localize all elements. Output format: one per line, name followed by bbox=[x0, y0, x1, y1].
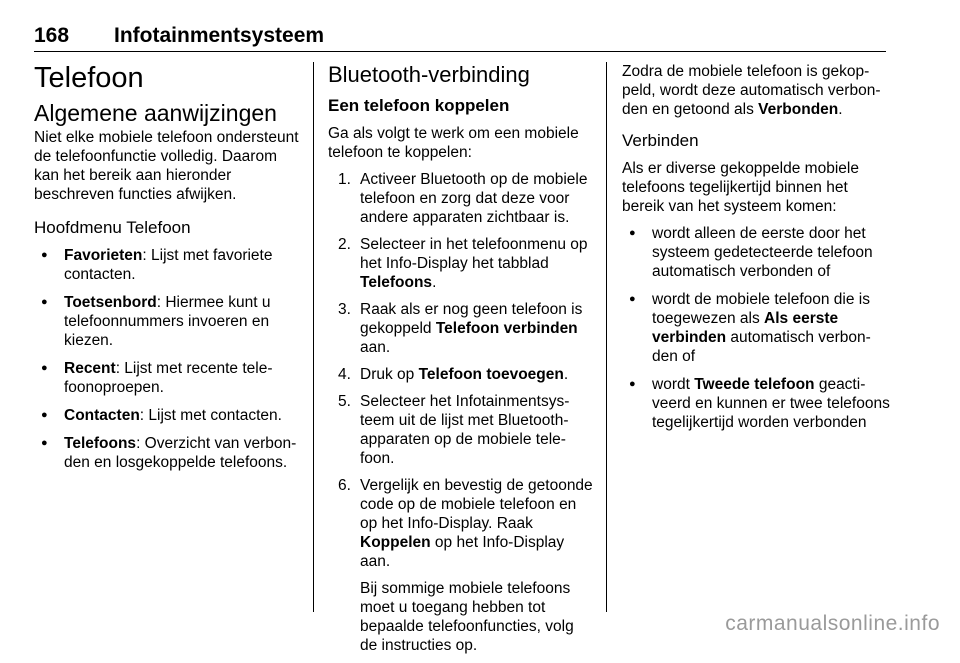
bullet-text-end: automatisch verbonden of bbox=[652, 329, 871, 365]
bullet-text: wordt alleen de eerste door het systeem gedetecteerde telefoon automatisch verbonden of bbox=[652, 225, 873, 280]
menu-list bbox=[34, 246, 302, 472]
chapter-title: Telefoon bbox=[34, 62, 144, 94]
connected-term: Verbonden bbox=[758, 101, 839, 118]
column-2 bbox=[328, 62, 593, 663]
column-1 bbox=[34, 62, 302, 481]
general-intro: Niet elke mobiele telefoon ondersteunt de telefoonfunctie volledig. Daarom kan het bereik aan hieronder beschreven functies afwijken. bbox=[34, 129, 299, 203]
list-item bbox=[622, 224, 890, 281]
term: Telefoons bbox=[64, 435, 137, 452]
connect-para: Als er diverse gekoppelde mobiele telefoons tegelijkertijd binnen het bereik van het systeem komen: bbox=[622, 160, 859, 215]
step-term: Telefoon toevoegen bbox=[418, 366, 564, 383]
step-item bbox=[338, 300, 593, 357]
step-note: Bij sommige mobiele telefoons moet u toegang hebben tot bepaalde telefoonfuncties, volg de instructies op. bbox=[360, 580, 574, 654]
step-term: Koppelen bbox=[360, 534, 431, 551]
bullet-text-end: geactiveerd en kunnen er twee telefoons tegelijkertijd worden verbonden bbox=[652, 376, 890, 431]
step-text-end: op het Info-Display aan. bbox=[360, 534, 565, 570]
term-desc: : Overzicht van verbonden en losgekoppelde telefoons. bbox=[64, 435, 297, 471]
term-desc: : Hiermee kunt u telefoonnummers invoeren en kiezen. bbox=[64, 294, 271, 349]
step-number: 2. bbox=[338, 236, 351, 253]
step-item bbox=[338, 235, 593, 292]
list-item bbox=[622, 375, 890, 432]
step-number: 6. bbox=[338, 477, 351, 494]
list-item bbox=[34, 406, 302, 425]
list-item bbox=[34, 293, 302, 350]
step-text: Selecteer het Infotainmentsysteem uit de lijst met Bluetooth-apparaten op de mobiele telefoon. bbox=[360, 393, 570, 467]
step-number: 1. bbox=[338, 171, 351, 188]
connected-text-end: . bbox=[838, 101, 843, 118]
step-text: Druk op bbox=[360, 366, 419, 383]
bullet-term: Tweede telefoon bbox=[694, 376, 815, 393]
step-text-end: . bbox=[563, 366, 569, 383]
step-item bbox=[338, 170, 593, 227]
page-number: 168 bbox=[34, 24, 70, 47]
term-desc: : Lijst met favoriete contacten. bbox=[64, 247, 273, 283]
column-3 bbox=[622, 62, 890, 441]
step-text-end: aan. bbox=[360, 339, 391, 356]
bullet-text: wordt bbox=[652, 376, 695, 393]
menu-heading: Hoofdmenu Telefoon bbox=[34, 218, 191, 237]
page-header bbox=[34, 24, 886, 52]
term: Toetsenbord bbox=[64, 294, 157, 311]
column-divider-2 bbox=[606, 62, 607, 612]
pairing-steps bbox=[328, 170, 593, 655]
list-item bbox=[34, 434, 302, 472]
step-text: Raak als er nog geen telefoon is gekoppeld bbox=[360, 301, 583, 337]
subsection-heading-pairing: Een telefoon koppelen bbox=[328, 96, 510, 115]
step-item bbox=[338, 392, 593, 468]
step-text: Selecteer in het telefoonmenu op het Info-Display het tabblad bbox=[360, 236, 588, 272]
section-heading-bluetooth: Bluetooth-verbinding bbox=[328, 62, 530, 87]
bullet-term: Als eerste verbinden bbox=[652, 310, 839, 346]
step-term: Telefoons bbox=[360, 274, 433, 291]
bullet-text: wordt de mobiele telefoon die is toegewezen als bbox=[652, 291, 870, 327]
list-item bbox=[34, 246, 302, 284]
term: Recent bbox=[64, 360, 116, 377]
step-number: 3. bbox=[338, 301, 351, 318]
column-divider-1 bbox=[313, 62, 314, 612]
connected-intro bbox=[622, 62, 890, 119]
running-title: Infotainmentsysteem bbox=[114, 24, 325, 47]
step-text-end: . bbox=[432, 274, 437, 291]
step-term: Telefoon verbinden bbox=[435, 320, 578, 337]
term-desc: : Lijst met recente telefoonoproepen. bbox=[64, 360, 273, 396]
list-item bbox=[34, 359, 302, 397]
list-item bbox=[622, 290, 890, 366]
step-text: Vergelijk en bevestig de getoonde code op de mobiele telefoon en op het Info-Display. Raak bbox=[360, 477, 593, 532]
step-number: 5. bbox=[338, 393, 351, 410]
step-number: 4. bbox=[338, 366, 351, 383]
term-desc: : Lijst met contacten. bbox=[139, 407, 282, 424]
step-item bbox=[338, 476, 593, 655]
step-text: Activeer Bluetooth op de mobiele telefoon en zorg dat deze voor andere apparaten zichtbaar is. bbox=[360, 171, 588, 226]
header-rule bbox=[34, 51, 886, 52]
connect-list bbox=[622, 224, 890, 432]
connect-heading: Verbinden bbox=[622, 131, 699, 150]
section-heading-general: Algemene aanwijzingen bbox=[34, 100, 277, 126]
term: Contacten bbox=[64, 407, 140, 424]
pairing-intro: Ga als volgt te werk om een mobiele telefoon te koppelen: bbox=[328, 125, 579, 161]
term: Favorieten bbox=[64, 247, 143, 264]
watermark: carmanualsonline.info bbox=[725, 612, 940, 635]
connected-text: Zodra de mobiele telefoon is gekoppeld, wordt deze automatisch verbonden en getoond als bbox=[622, 63, 881, 118]
step-item bbox=[338, 365, 593, 384]
